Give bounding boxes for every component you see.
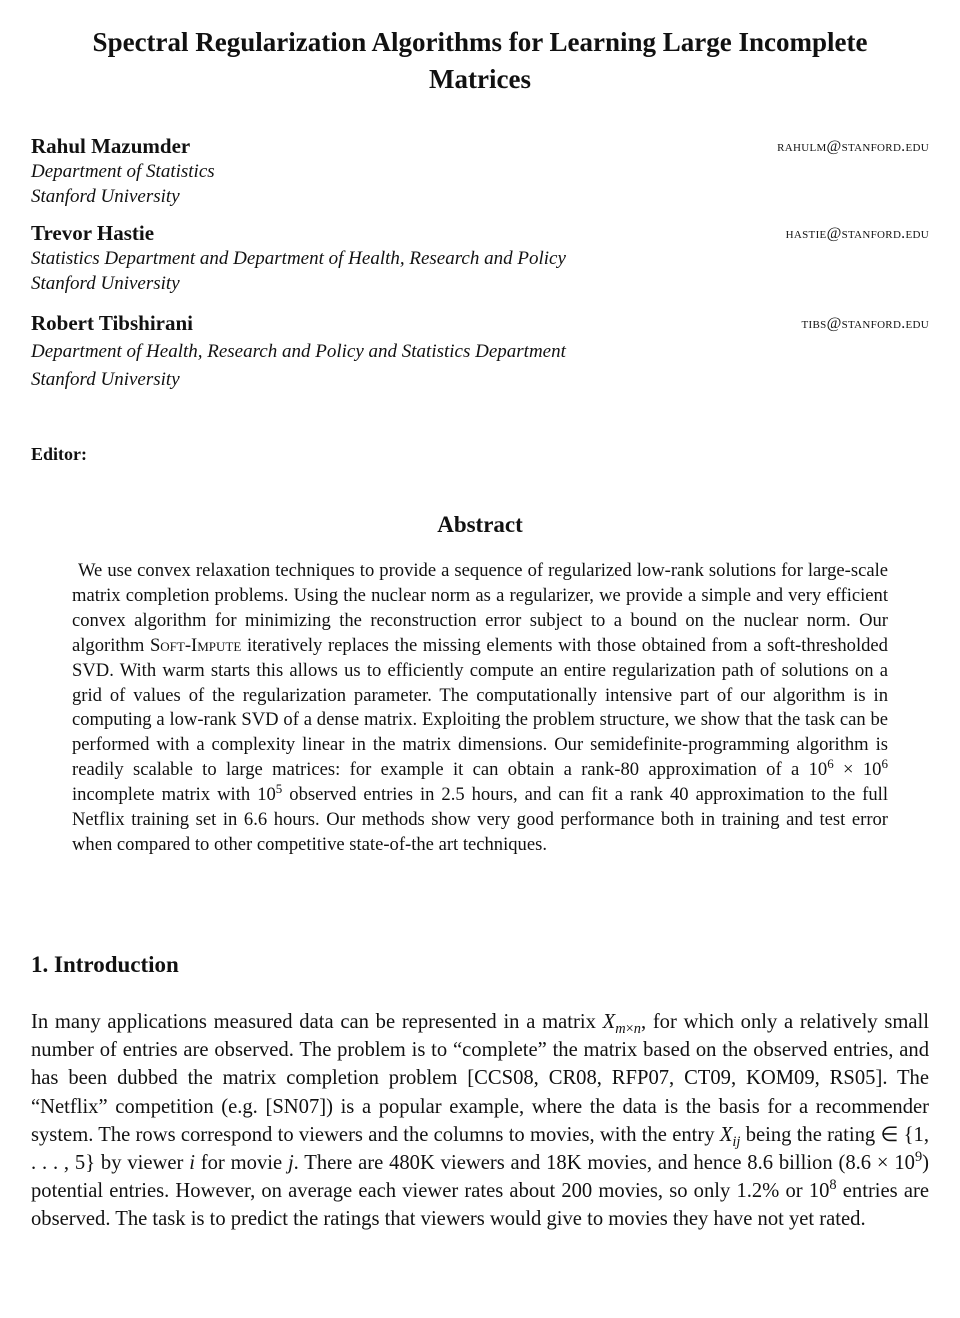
abstract-part: We use convex relaxation techniques to provide a sequence of regularized low-rank solutions for large-scale matrix completion problems. Using the nuclear norm as a regularizer, we provide a simple and very efficient convex algorithm for minimizing the reconstruction error subject to a bound on the nuclear norm. Our algorithm bbox=[72, 560, 888, 656]
author-name: Trevor Hastie bbox=[31, 221, 155, 245]
abstract-part: observed entries in 2.5 hours, and can fit a rank 40 approximation to the full Netflix training set in 6.6 hours. Our methods show very good performance both in training and test error when compared to other competitive state-of-the art techniques. bbox=[72, 784, 889, 855]
abstract-heading: Abstract bbox=[437, 512, 523, 537]
author-affiliation: Department of Statistics bbox=[31, 161, 215, 182]
math-expression: $10^5$ bbox=[257, 780, 283, 806]
section-body-text bbox=[31, 1008, 929, 1234]
author-email[interactable]: hastie@stanford.edu bbox=[785, 225, 929, 242]
body-part: . There are 480K viewers and 18K movies, and hence 8.6 billion (8.6 × 10 bbox=[293, 1152, 915, 1175]
editor-label: Editor: bbox=[31, 444, 87, 464]
author-affiliation: Stanford University bbox=[31, 369, 180, 390]
author-email[interactable]: rahulm@stanford.edu bbox=[777, 138, 929, 155]
math-expression: $X_{ij}$ bbox=[719, 1123, 741, 1150]
body-part: for movie bbox=[194, 1152, 288, 1175]
body-part: entries are observed. The task is to predict the ratings that viewers would give to movies they have not yet rated. bbox=[31, 1180, 929, 1231]
math-expression: 8 bbox=[829, 1177, 837, 1194]
body-part: ) potential entries. However, on average each viewer rates about 200 movies, so only 1.2% or 10 bbox=[31, 1152, 929, 1203]
math-expression: j bbox=[287, 1152, 294, 1175]
author-affiliation: Statistics Department and Department of Health, Research and Policy bbox=[31, 248, 566, 269]
math-expression: $10^6 \times 10^6$ bbox=[808, 756, 888, 781]
paper-title: Spectral Regularization Algorithms for Learning Large Incomplete Matrices bbox=[92, 27, 868, 94]
abstract-part: iteratively replaces the missing elements with those obtained from a soft-thresholded SVD. With warm starts this allows us to efficiently compute an entire regularization path of solutions on a grid of values of the regularization parameter. The computationally intensive part of our algorithm is in computing a low-rank SVD of a dense matrix. Exploiting the problem structure, we show that the task can be performed with a complexity linear in the matrix dimensions. Our semidefinite-programming algorithm is readily scalable to large matrices: for example it can obtain a rank-80 approximation of a bbox=[72, 634, 888, 781]
abstract-part: incomplete matrix with bbox=[72, 784, 258, 806]
body-part: being the rating ∈ {1, . . . , 5} by viewer bbox=[31, 1123, 929, 1175]
author-email[interactable]: tibs@stanford.edu bbox=[801, 315, 929, 332]
body-part: , for which only a relatively small number of entries are observed. The problem is to “complete” the matrix based on the observed entries, and has been dubbed the matrix completion problem [CCS08, CR08, RFP07, CT09, KOM09, RS05]. The “Netflix” competition (e.g. [SN07]) is a popular example, where the data is the basis for a recommender system. The rows correspond to viewers and the columns to movies, with the entry bbox=[31, 1011, 929, 1146]
section-heading: 1. Introduction bbox=[31, 952, 179, 977]
algorithm-name: Soft-Impute bbox=[149, 634, 242, 656]
abstract-text bbox=[72, 559, 888, 858]
author-affiliation: Department of Health, Research and Policy and Statistics Department bbox=[31, 341, 566, 362]
author-name: Robert Tibshirani bbox=[31, 311, 194, 335]
author-affiliation: Stanford University bbox=[31, 186, 180, 207]
math-expression: $X_{m\times n}$ bbox=[602, 1011, 641, 1038]
math-expression: 9 bbox=[914, 1149, 923, 1166]
author-affiliation: Stanford University bbox=[31, 273, 180, 294]
math-expression: i bbox=[189, 1152, 195, 1175]
author-name: Rahul Mazumder bbox=[31, 134, 191, 158]
body-part: In many applications measured data can be represented in a matrix bbox=[31, 1011, 603, 1033]
